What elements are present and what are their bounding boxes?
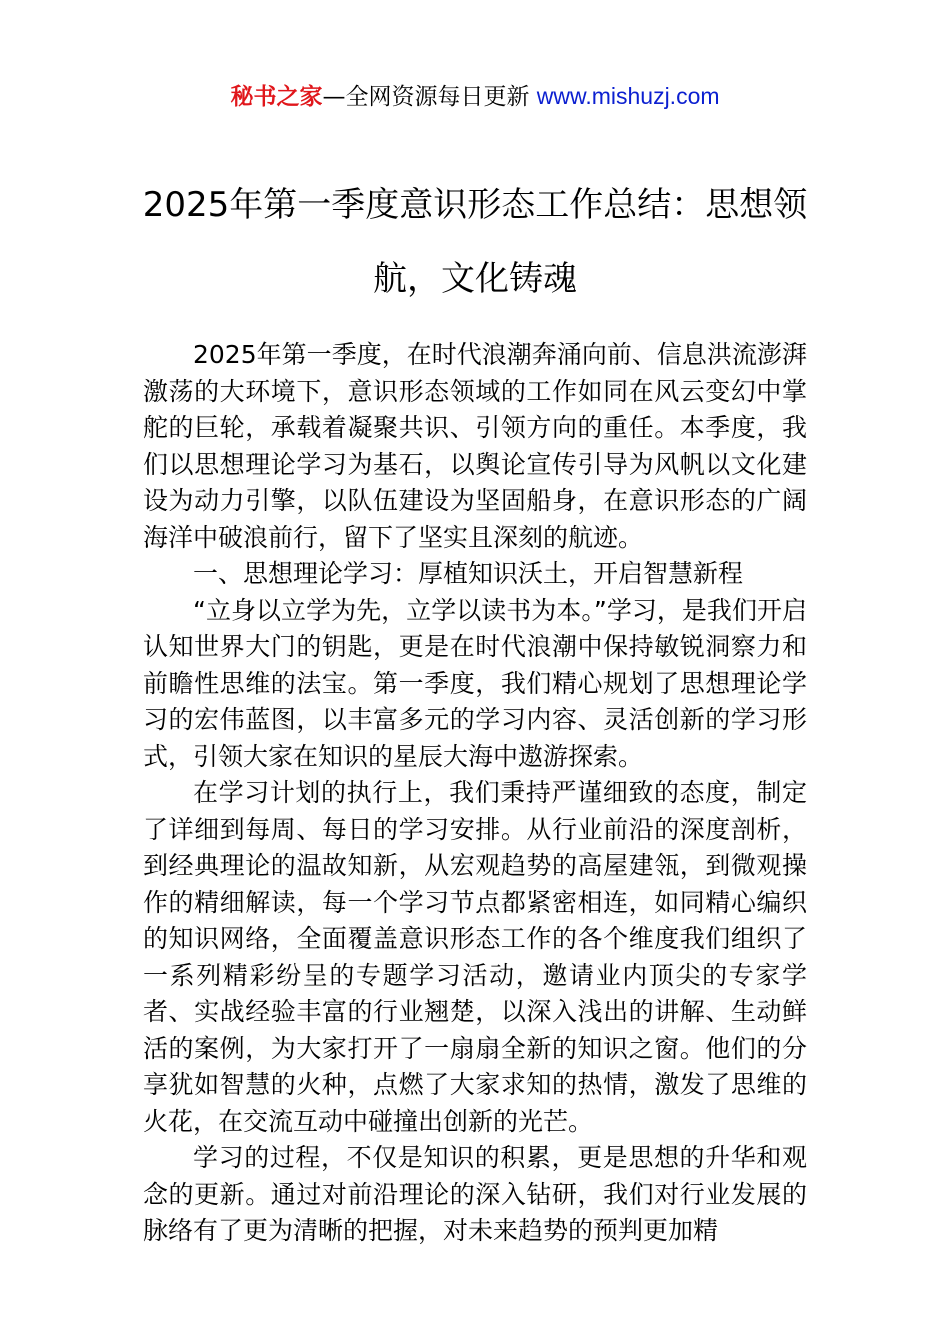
paragraph-quote: “立身以立学为先，立学以读书为本。”学习，是我们开启认知世界大门的钥匙，更是在时代浪潮中保持敏锐洞察力和前瞻性思维的法宝。第一季度，我们精心规划了思想理论学习的宏伟蓝图，以丰富多元的学习内容、灵活创新的学习形式，引领大家在知识的星辰大海中遨游探索。 bbox=[143, 595, 807, 771]
section-heading-1: 一、思想理论学习：厚植知识沃土，开启智慧新程 bbox=[193, 559, 744, 588]
site-url-link[interactable]: www.mishuzj.com bbox=[536, 83, 720, 109]
paragraph-process: 学习的过程，不仅是知识的积累，更是思想的升华和观念的更新。通过对前沿理论的深入钻研，我们对行业发展的脉络有了更为清晰的把握，对未来趋势的预判更加精 bbox=[143, 1143, 807, 1245]
document-title: 2025年第一季度意识形态工作总结：思想领航，文化铸魂 bbox=[142, 185, 808, 299]
site-brand: 秘书之家 bbox=[230, 84, 323, 110]
paragraph-plan: 在学习计划的执行上，我们秉持严谨细致的态度，制定了详细到每周、每日的学习安排。从行业前沿的深度剖析，到经典理论的温故知新，从宏观趋势的高屋建瓴，到微观操作的精细解读，每一个学习节点都紧密相连，如同精心编织的知识网络，全面覆盖意识形态工作的各个维度我们组织了一系列精彩纷呈的专题学习活动，邀请业内顶尖的专家学者、实战经验丰富的行业翘楚，以深入浅出的讲解、生动鲜活的案例，为大家打开了一扇扇全新的知识之窗。他们的分享犹如智慧的火种，点燃了大家求知的热情，激发了思维的火花，在交流互动中碰撞出创新的光芒。 bbox=[143, 778, 807, 1136]
paragraph-intro: 2025年第一季度，在时代浪潮奔涌向前、信息洪流澎湃激荡的大环境下，意识形态领域的工作如同在风云变幻中掌舵的巨轮，承载着凝聚共识、引领方向的重任。本季度，我们以思想理论学习为基石，以舆论宣传引导为风帆以文化建设为动力引擎，以队伍建设为坚固船身，在意识形态的广阔海洋中破浪前行，留下了坚实且深刻的航迹。 bbox=[143, 340, 807, 552]
site-tagline: —全网资源每日更新 bbox=[322, 84, 537, 110]
document-body bbox=[143, 337, 807, 1250]
site-header bbox=[0, 80, 950, 113]
